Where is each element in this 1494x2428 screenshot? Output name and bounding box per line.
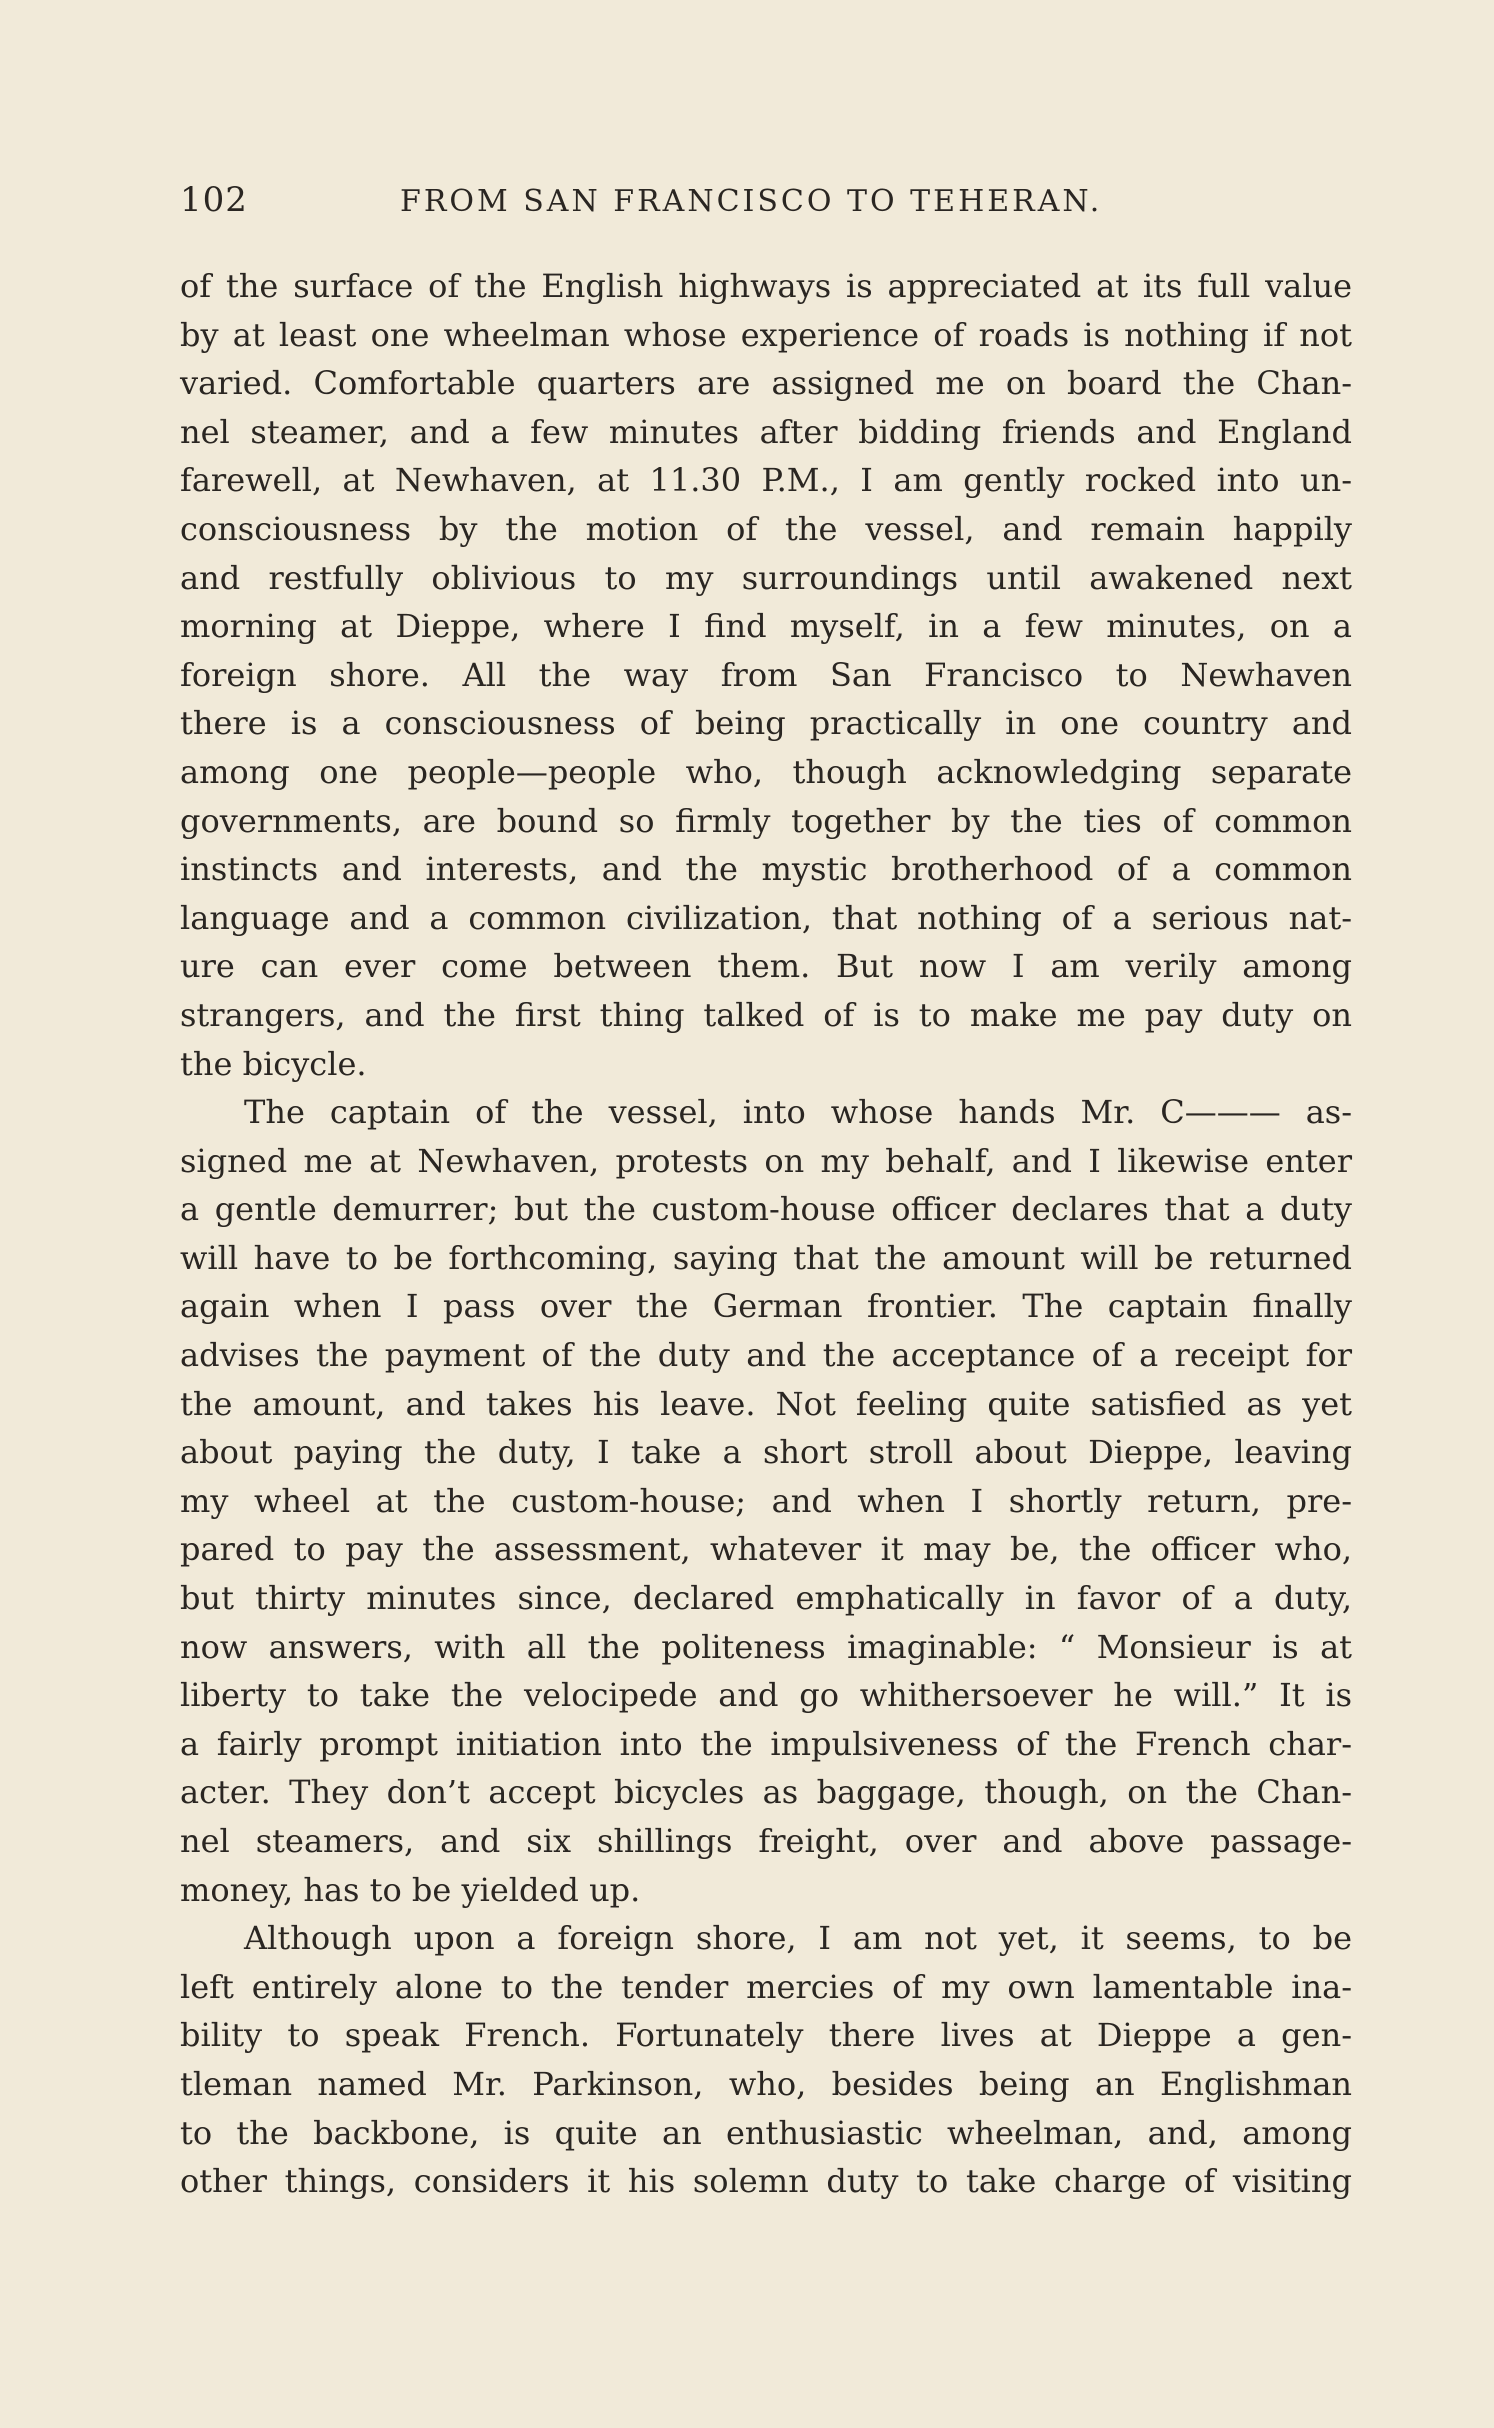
page-number: 102 [180, 180, 248, 220]
text-line: consciousness by the motion of the vessel, and remain happily [180, 509, 1352, 548]
text-line: my wheel at the custom-house; and when I shortly return, pre- [180, 1481, 1352, 1520]
text-line: the amount, and takes his leave. Not feeling quite satisfied as yet [180, 1384, 1352, 1423]
text-line: advises the payment of the duty and the acceptance of a receipt for [180, 1336, 1352, 1375]
text-line: governments, are bound so firmly together by the ties of common [180, 801, 1352, 840]
text-line: pared to pay the assessment, whatever it may be, the officer who, [180, 1530, 1352, 1569]
text-line: bility to speak French. Fortunately there lives at Dieppe a gen- [180, 2016, 1352, 2055]
text-line: by at least one wheelman whose experience of roads is nothing if not [180, 315, 1352, 354]
text-line: a fairly prompt initiation into the impulsiveness of the French char- [180, 1724, 1352, 1763]
text-line: tleman named Mr. Parkinson, who, besides being an Englishman [180, 2064, 1352, 2103]
text-line: but thirty minutes since, declared emphatically in favor of a duty, [180, 1579, 1352, 1618]
text-line: other things, considers it his solemn duty to take charge of visiting [180, 2162, 1352, 2201]
text-line: now answers, with all the politeness imaginable: “ Monsieur is at [180, 1627, 1352, 1666]
text-line: nel steamers, and six shillings freight, over and above passage- [180, 1822, 1352, 1860]
page-header [180, 180, 1350, 230]
text-line: and restfully oblivious to my surroundings until awakened next [180, 558, 1352, 597]
text-line: Although upon a foreign shore, I am not yet, it seems, to be [244, 1919, 1352, 1958]
text-line: money, has to be yielded up. [180, 1870, 641, 1909]
text-line: signed me at Newhaven, protests on my behalf, and I likewise enter [180, 1141, 1352, 1180]
text-line: foreign shore. All the way from San Francisco to Newhaven [180, 655, 1352, 694]
text-line: language and a common civilization, that nothing of a serious nat- [180, 898, 1352, 937]
text-line: nel steamer, and a few minutes after bidding friends and England [180, 412, 1352, 451]
text-line: left entirely alone to the tender mercies of my own lamentable ina- [180, 1967, 1352, 2006]
text-line: strangers, and the first thing talked of is to make me pay duty on [180, 995, 1352, 1034]
text-line: farewell, at Newhaven, at 11.30 P.M., I am gently rocked into un- [180, 461, 1352, 500]
text-line: The captain of the vessel, into whose hands Mr. C——— as- [244, 1093, 1352, 1132]
text-line: of the surface of the English highways is appreciated at its full value [180, 267, 1352, 305]
running-title: FROM SAN FRANCISCO TO TEHERAN. [400, 184, 1103, 219]
text-line: instincts and interests, and the mystic brotherhood of a common [180, 850, 1352, 889]
text-line: about paying the duty, I take a short stroll about Dieppe, leaving [180, 1433, 1352, 1472]
text-line: acter. They don’t accept bicycles as baggage, though, on the Chan- [180, 1773, 1352, 1812]
text-line: to the backbone, is quite an enthusiastic wheelman, and, among [180, 2113, 1352, 2152]
text-line: a gentle demurrer; but the custom-house officer declares that a duty [180, 1190, 1352, 1229]
text-line: among one people—people who, though acknowledging separate [180, 752, 1352, 791]
body-text [180, 262, 1352, 2206]
text-line: there is a consciousness of being practically in one country and [180, 704, 1352, 743]
text-line: varied. Comfortable quarters are assigned me on board the Chan- [180, 364, 1352, 403]
text-line: will have to be forthcoming, saying that the amount will be returned [180, 1238, 1352, 1277]
text-line: liberty to take the velocipede and go whithersoever he will.” It is [180, 1676, 1352, 1715]
text-line: again when I pass over the German frontier. The captain finally [180, 1287, 1352, 1326]
text-line: morning at Dieppe, where I find myself, in a few minutes, on a [180, 607, 1352, 646]
text-line: ure can ever come between them. But now I am verily among [180, 947, 1352, 986]
text-line: the bicycle. [180, 1044, 367, 1083]
